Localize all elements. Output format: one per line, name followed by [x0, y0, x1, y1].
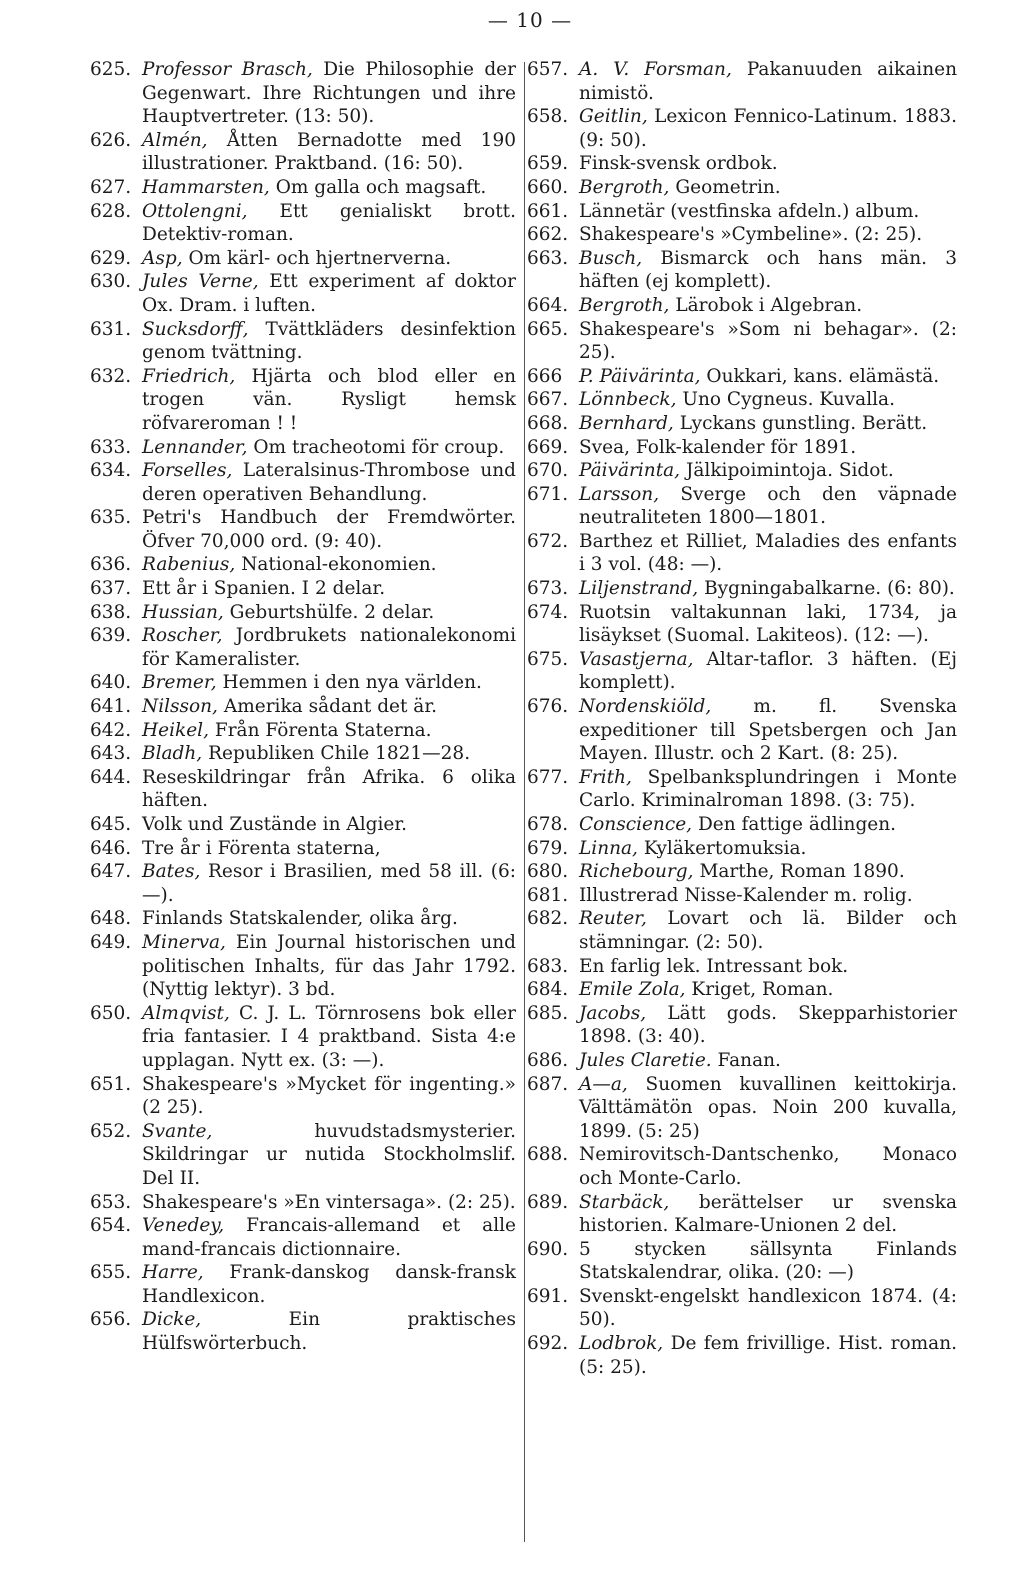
- entry-number: 689.: [527, 1191, 569, 1213]
- entry-author: Svante,: [142, 1120, 213, 1142]
- entry-number: 658.: [527, 106, 569, 128]
- catalog-entry: [90, 176, 516, 200]
- entry-number: 688.: [527, 1144, 569, 1166]
- entry-number: 685.: [527, 1002, 569, 1024]
- entry-text: Marthe, Roman 1890.: [699, 861, 905, 883]
- entry-text: Svenskt-engelskt handlexicon 1874. (4: 50).: [579, 1285, 957, 1331]
- entry-text: Lännetär (vestfinska afdeln.) album.: [579, 200, 920, 222]
- entry-author: Bernhard,: [579, 412, 674, 434]
- entry-number: 662.: [527, 224, 569, 246]
- catalog-entry: [90, 1261, 516, 1308]
- catalog-entry: [527, 648, 957, 695]
- catalog-entry: [527, 766, 957, 813]
- entry-number: 633.: [90, 436, 132, 458]
- entry-number: 644.: [90, 766, 132, 788]
- entry-text: Kriget, Roman.: [691, 979, 834, 1001]
- catalog-entry: [90, 1308, 516, 1355]
- entry-number: 672.: [527, 530, 569, 552]
- entry-text: Den fattige ädlingen.: [697, 814, 897, 835]
- catalog-entry: [527, 1073, 957, 1144]
- entry-number: 681.: [527, 884, 569, 906]
- entry-author: Nilsson,: [142, 696, 218, 718]
- entry-text: Fanan.: [717, 1049, 781, 1071]
- entry-author: Venedey,: [142, 1215, 225, 1237]
- entry-number: 632.: [90, 365, 132, 387]
- entry-number: 660.: [527, 176, 569, 198]
- catalog-entry: [90, 719, 516, 743]
- entry-number: 634.: [90, 460, 132, 482]
- catalog-entry: [90, 837, 516, 861]
- catalog-entry: [527, 176, 957, 200]
- entry-number: 674.: [527, 601, 569, 623]
- catalog-entry: [527, 884, 957, 908]
- entry-number: 657.: [527, 59, 569, 80]
- entry-number: 630.: [90, 271, 132, 293]
- entry-number: 636.: [90, 554, 132, 576]
- entry-number: 682.: [527, 908, 569, 930]
- entry-number: 650.: [90, 1002, 132, 1024]
- entry-author: Asp,: [142, 247, 183, 269]
- catalog-entry: [90, 577, 516, 601]
- entry-author: A—a,: [579, 1073, 628, 1095]
- catalog-entry: [527, 1049, 957, 1073]
- entry-author: Nordenskiöld,: [579, 696, 712, 718]
- entry-author: Lönnbeck,: [579, 389, 677, 411]
- entry-number: 691.: [527, 1285, 569, 1307]
- entry-number: 680.: [527, 861, 569, 883]
- catalog-entry: [527, 813, 957, 837]
- catalog-entry: [527, 152, 957, 176]
- entry-text: Om kärl- och hjertnerverna.: [188, 247, 452, 269]
- entry-text: Svea, Folk-kalender för 1891.: [579, 436, 857, 458]
- catalog-entry: [90, 931, 516, 1002]
- catalog-entry: [527, 58, 957, 105]
- column-divider: [524, 62, 525, 1542]
- entry-text: Tre år i Förenta staterna,: [142, 837, 381, 859]
- catalog-entry: [90, 459, 516, 506]
- entry-text: Reseskildringar från Afrika. 6 olika häften.: [142, 766, 516, 812]
- entry-number: 676.: [527, 696, 569, 718]
- entry-author: Dicke,: [142, 1309, 202, 1331]
- entry-number: 661.: [527, 200, 569, 222]
- entry-number: 692.: [527, 1333, 569, 1355]
- entry-text: Petri's Handbuch der Fremdwörter. Öfver 70,000 ord. (9: 40).: [142, 507, 516, 552]
- entry-author: Hammarsten,: [142, 176, 270, 198]
- entry-text: Lateralsinus-Thrombose und deren operativen Behandlung.: [142, 460, 516, 505]
- entry-author: Jules Verne,: [142, 271, 259, 293]
- entry-text: En farlig lek. Intressant bok.: [579, 955, 849, 977]
- entry-text: Amerika sådant det är.: [223, 696, 438, 718]
- entry-text: Frank-danskog dansk-fransk Handlexicon.: [142, 1262, 516, 1307]
- catalog-entry: [90, 506, 516, 553]
- entry-author: Conscience,: [579, 814, 693, 835]
- entry-number: 653.: [90, 1191, 132, 1213]
- entry-number: 625.: [90, 59, 132, 80]
- catalog-entry: [527, 1332, 957, 1379]
- catalog-entry: [527, 1191, 957, 1238]
- catalog-entry: [527, 695, 957, 766]
- catalog-entry: [527, 483, 957, 530]
- catalog-entry: [527, 200, 957, 224]
- entry-number: 643.: [90, 743, 132, 765]
- entry-number: 665.: [527, 318, 569, 340]
- entry-author: Jacobs,: [579, 1002, 647, 1024]
- entry-text: Geometrin.: [675, 176, 781, 198]
- catalog-entry: [90, 365, 516, 436]
- entry-author: Geitlin,: [579, 106, 648, 128]
- entry-number: 664.: [527, 294, 569, 316]
- catalog-entry: [527, 1238, 957, 1285]
- entry-author: Ottolengni,: [142, 200, 248, 222]
- entry-author: Starbäck,: [579, 1191, 670, 1213]
- catalog-entry: [90, 1002, 516, 1073]
- left-column: [90, 58, 516, 1356]
- entry-text: Från Förenta Staterna.: [214, 719, 432, 741]
- entry-number: 639.: [90, 625, 132, 647]
- entry-number: 668.: [527, 412, 569, 434]
- entry-text: Om galla och magsaft.: [275, 176, 487, 198]
- catalog-entry: [527, 365, 957, 389]
- entry-number: 641.: [90, 696, 132, 718]
- entry-text: Finlands Statskalender, olika årg.: [142, 908, 458, 930]
- catalog-entry: [527, 318, 957, 365]
- entry-author: Professor Brasch,: [142, 59, 313, 80]
- entry-author: Bates,: [142, 861, 201, 883]
- entry-text: De fem frivillige. Hist. roman. (5: 25).: [579, 1333, 957, 1378]
- entry-author: Sucksdorff,: [142, 318, 249, 340]
- catalog-entry: [90, 742, 516, 766]
- entry-number: 640.: [90, 672, 132, 694]
- entry-author: Friedrich,: [142, 365, 236, 387]
- catalog-entry: [90, 247, 516, 271]
- entry-author: Päivärinta,: [579, 460, 681, 482]
- entry-number: 635.: [90, 507, 132, 529]
- entry-number: 666: [527, 365, 563, 387]
- entry-text: Ett år i Spanien. I 2 delar.: [142, 578, 386, 600]
- catalog-entry: [527, 105, 957, 152]
- catalog-entry: [527, 907, 957, 954]
- entry-text: Om tracheotomi för croup.: [253, 436, 505, 458]
- catalog-entry: [90, 624, 516, 671]
- catalog-entry: [90, 860, 516, 907]
- catalog-entry: [90, 1214, 516, 1261]
- entry-text: Hjärta och blod eller en trogen vän. Rysligt hemsk röfvareroman ! !: [142, 365, 516, 434]
- entry-text: Lovart och lä. Bilder och stämningar. (2: 50).: [579, 908, 957, 953]
- catalog-entry: [527, 247, 957, 294]
- entry-text: Sverge och den väpnade neutraliteten 1800—1801.: [579, 483, 957, 529]
- catalog-entry: [527, 1285, 957, 1332]
- entry-author: Busch,: [579, 247, 643, 269]
- entry-author: Forselles,: [142, 460, 233, 482]
- entry-text: Lyckans gunstling. Berätt.: [679, 412, 928, 434]
- entry-author: Hussian,: [142, 601, 224, 623]
- entry-number: 673.: [527, 578, 569, 600]
- entry-number: 675.: [527, 648, 569, 670]
- entry-number: 638.: [90, 601, 132, 623]
- entry-number: 647.: [90, 861, 132, 883]
- catalog-entry: [527, 601, 957, 648]
- entry-number: 656.: [90, 1309, 132, 1331]
- entry-text: Finsk-svensk ordbok.: [579, 153, 778, 175]
- entry-number: 652.: [90, 1120, 132, 1142]
- entry-author: Larsson,: [579, 483, 660, 505]
- catalog-entry: [527, 530, 957, 577]
- entry-author: Roscher,: [142, 625, 223, 647]
- entry-text: Jordbrukets nationalekonomi för Kameralister.: [142, 625, 516, 670]
- entry-author: Almén,: [142, 129, 208, 151]
- entry-number: 669.: [527, 436, 569, 458]
- entry-text: Volk und Zustände in Algier.: [142, 814, 408, 835]
- entry-text: National-ekonomien.: [241, 554, 437, 576]
- catalog-entry: [90, 436, 516, 460]
- entry-number: 663.: [527, 247, 569, 269]
- entry-author: A. V. Forsman,: [579, 59, 732, 80]
- catalog-entry: [527, 837, 957, 861]
- catalog-entry: [527, 412, 957, 436]
- entry-number: 678.: [527, 814, 569, 835]
- catalog-entry: [527, 860, 957, 884]
- entry-text: Shakespeare's »En vintersaga». (2: 25).: [142, 1191, 516, 1213]
- entry-text: Shakespeare's »Mycket för ingenting.» (2 25).: [142, 1073, 516, 1119]
- entry-number: 655.: [90, 1262, 132, 1284]
- catalog-entry: [527, 978, 957, 1002]
- entry-text: Jälkipoimintoja. Sidot.: [685, 460, 894, 482]
- entry-number: 683.: [527, 955, 569, 977]
- catalog-entry: [527, 955, 957, 979]
- entry-author: Liljenstrand,: [579, 578, 699, 600]
- entry-number: 671.: [527, 483, 569, 505]
- entry-number: 646.: [90, 837, 132, 859]
- catalog-entry: [90, 58, 516, 129]
- catalog-entry: [527, 388, 957, 412]
- entry-text: Tvättkläders desinfektion genom tvättning.: [142, 318, 516, 364]
- entry-number: 679.: [527, 837, 569, 859]
- entry-text: Lätt gods. Skepparhistorier 1898. (3: 40).: [579, 1002, 957, 1048]
- catalog-entry: [90, 671, 516, 695]
- catalog-entry: [527, 223, 957, 247]
- entry-text: Lexicon Fennico-Latinum. 1883. (9: 50).: [579, 106, 957, 151]
- entry-text: Uno Cygneus. Kuvalla.: [682, 389, 895, 411]
- entry-text: 5 stycken sällsynta Finlands Statskalendrar, olika. (20: —): [579, 1238, 957, 1284]
- entry-text: Suomen kuvallinen keittokirja. Välttämätön opas. Noin 200 kuvalla, 1899. (5: 25): [579, 1073, 957, 1142]
- entry-text: Kyläkertomuksia.: [643, 837, 807, 859]
- entry-text: Shakespeare's »Som ni behagar». (2: 25).: [579, 318, 957, 364]
- entry-author: Minerva,: [142, 931, 226, 953]
- entry-author: Jules Claretie.: [579, 1049, 712, 1071]
- catalog-entry: [90, 601, 516, 625]
- catalog-entry: [90, 270, 516, 317]
- catalog-entry: [527, 436, 957, 460]
- catalog-entry: [527, 294, 957, 318]
- entry-number: 687.: [527, 1073, 569, 1095]
- entry-number: 627.: [90, 176, 132, 198]
- entry-author: Richebourg,: [579, 861, 694, 883]
- entry-author: Emile Zola,: [579, 979, 686, 1001]
- catalog-entry: [90, 200, 516, 247]
- catalog-entry: [90, 318, 516, 365]
- entry-text: Åtten Bernadotte med 190 illustrationer. Praktband. (16: 50).: [142, 129, 516, 175]
- entry-text: Ett genialiskt brott. Detektiv-roman.: [142, 200, 516, 246]
- entry-text: Lärobok i Algebran.: [675, 294, 863, 316]
- entry-number: 686.: [527, 1049, 569, 1071]
- entry-author: Bergroth,: [579, 294, 670, 316]
- entry-number: 649.: [90, 931, 132, 953]
- entry-author: Vasastjerna,: [579, 648, 694, 670]
- catalog-entry: [527, 577, 957, 601]
- catalog-entry: [90, 813, 516, 837]
- entry-number: 677.: [527, 766, 569, 788]
- catalog-entry: [90, 907, 516, 931]
- entry-number: 651.: [90, 1073, 132, 1095]
- entry-text: Ett experiment af doktor Ox. Dram. i luften.: [142, 271, 516, 316]
- catalog-entry: [527, 459, 957, 483]
- entry-number: 631.: [90, 318, 132, 340]
- entry-number: 642.: [90, 719, 132, 741]
- entry-author: Frith,: [579, 766, 632, 788]
- catalog-entry: [90, 1191, 516, 1215]
- entry-author: Reuter,: [579, 908, 647, 930]
- entry-author: Almqvist,: [142, 1002, 230, 1024]
- entry-text: Francais-allemand et alle mand-francais dictionnaire.: [142, 1215, 516, 1260]
- catalog-entry: [90, 553, 516, 577]
- entry-author: Rabenius,: [142, 554, 236, 576]
- entry-text: huvudstadsmysterier. Skildringar ur nutida Stockholmslif. Del II.: [142, 1120, 516, 1189]
- entry-author: P. Päivärinta,: [579, 365, 701, 387]
- entry-text: Pakanuuden aikainen nimistö.: [579, 59, 957, 104]
- entry-number: 637.: [90, 578, 132, 600]
- page-number: — 10 —: [487, 8, 573, 32]
- entry-text: C. J. L. Törnrosens bok eller fria fantasier. I 4 praktband. Sista 4:e upplagan. Nytt ex. (3: —).: [142, 1002, 516, 1071]
- entry-text: Oukkari, kans. elämästä.: [706, 365, 940, 387]
- entry-author: Lodbrok,: [579, 1333, 664, 1355]
- entry-author: Linna,: [579, 837, 638, 859]
- entry-text: Ein praktisches Hülfswörterbuch.: [142, 1309, 516, 1355]
- entry-text: Nemirovitsch-Dantschenko, Monaco och Monte-Carlo.: [579, 1144, 957, 1189]
- entry-text: Geburtshülfe. 2 delar.: [229, 601, 435, 623]
- entry-text: Bygningabalkarne. (6: 80).: [704, 578, 955, 600]
- entry-text: Barthez et Rilliet, Maladies des enfants i 3 vol. (48: —).: [579, 530, 957, 576]
- entry-text: Ein Journal historischen und politischen Inhalts, für das Jahr 1792. (Nyttig lektyr). 3 bd.: [142, 931, 516, 1001]
- entry-number: 629.: [90, 247, 132, 269]
- entry-number: 654.: [90, 1215, 132, 1237]
- entry-number: 659.: [527, 153, 569, 175]
- entry-text: Altar-taflor. 3 häften. (Ej komplett).: [579, 648, 957, 694]
- entry-number: 670.: [527, 460, 569, 482]
- entry-number: 645.: [90, 814, 132, 835]
- entry-author: Harre,: [142, 1262, 204, 1284]
- catalog-entry: [527, 1002, 957, 1049]
- catalog-entry: [90, 1073, 516, 1120]
- entry-text: Bismarck och hans män. 3 häften (ej komplett).: [579, 247, 957, 293]
- entry-text: Spelbanksplundringen i Monte Carlo. Kriminalroman 1898. (3: 75).: [579, 766, 957, 812]
- catalog-entry: [90, 1120, 516, 1191]
- entry-text: Illustrerad Nisse-Kalender m. rolig.: [579, 884, 913, 906]
- entry-text: Republiken Chile 1821—28.: [208, 743, 471, 765]
- entry-author: Bladh,: [142, 743, 203, 765]
- entry-text: Shakespeare's »Cymbeline». (2: 25).: [579, 224, 923, 246]
- entry-author: Bremer,: [142, 672, 217, 694]
- entry-number: 690.: [527, 1238, 569, 1260]
- catalog-entry: [90, 695, 516, 719]
- entry-text: Ruotsin valtakunnan laki, 1734, ja lisäykset (Suomal. Lakiteos). (12: —).: [579, 601, 957, 647]
- entry-author: Heikel,: [142, 719, 209, 741]
- entry-number: 626.: [90, 129, 132, 151]
- entry-author: Bergroth,: [579, 176, 670, 198]
- entry-number: 667.: [527, 389, 569, 411]
- entry-text: Resor i Brasilien, med 58 ill. (6: —).: [142, 861, 516, 906]
- entry-text: m. fl. Svenska expeditioner till Spetsbergen och Jan Mayen. Illustr. och 2 Kart. (8: 25).: [579, 696, 957, 765]
- entry-text: berättelser ur svenska historien. Kalmare-Unionen 2 del.: [579, 1191, 957, 1237]
- entry-text: Die Philosophie der Gegenwart. Ihre Richtungen und ihre Hauptvertreter. (13: 50).: [142, 59, 516, 128]
- right-column: [527, 58, 957, 1379]
- catalog-entry: [90, 129, 516, 176]
- entry-number: 648.: [90, 908, 132, 930]
- entry-number: 628.: [90, 200, 132, 222]
- entry-number: 684.: [527, 979, 569, 1001]
- entry-author: Lennander,: [142, 436, 248, 458]
- catalog-entry: [90, 766, 516, 813]
- entry-text: Hemmen i den nya världen.: [222, 672, 482, 694]
- catalog-entry: [527, 1143, 957, 1190]
